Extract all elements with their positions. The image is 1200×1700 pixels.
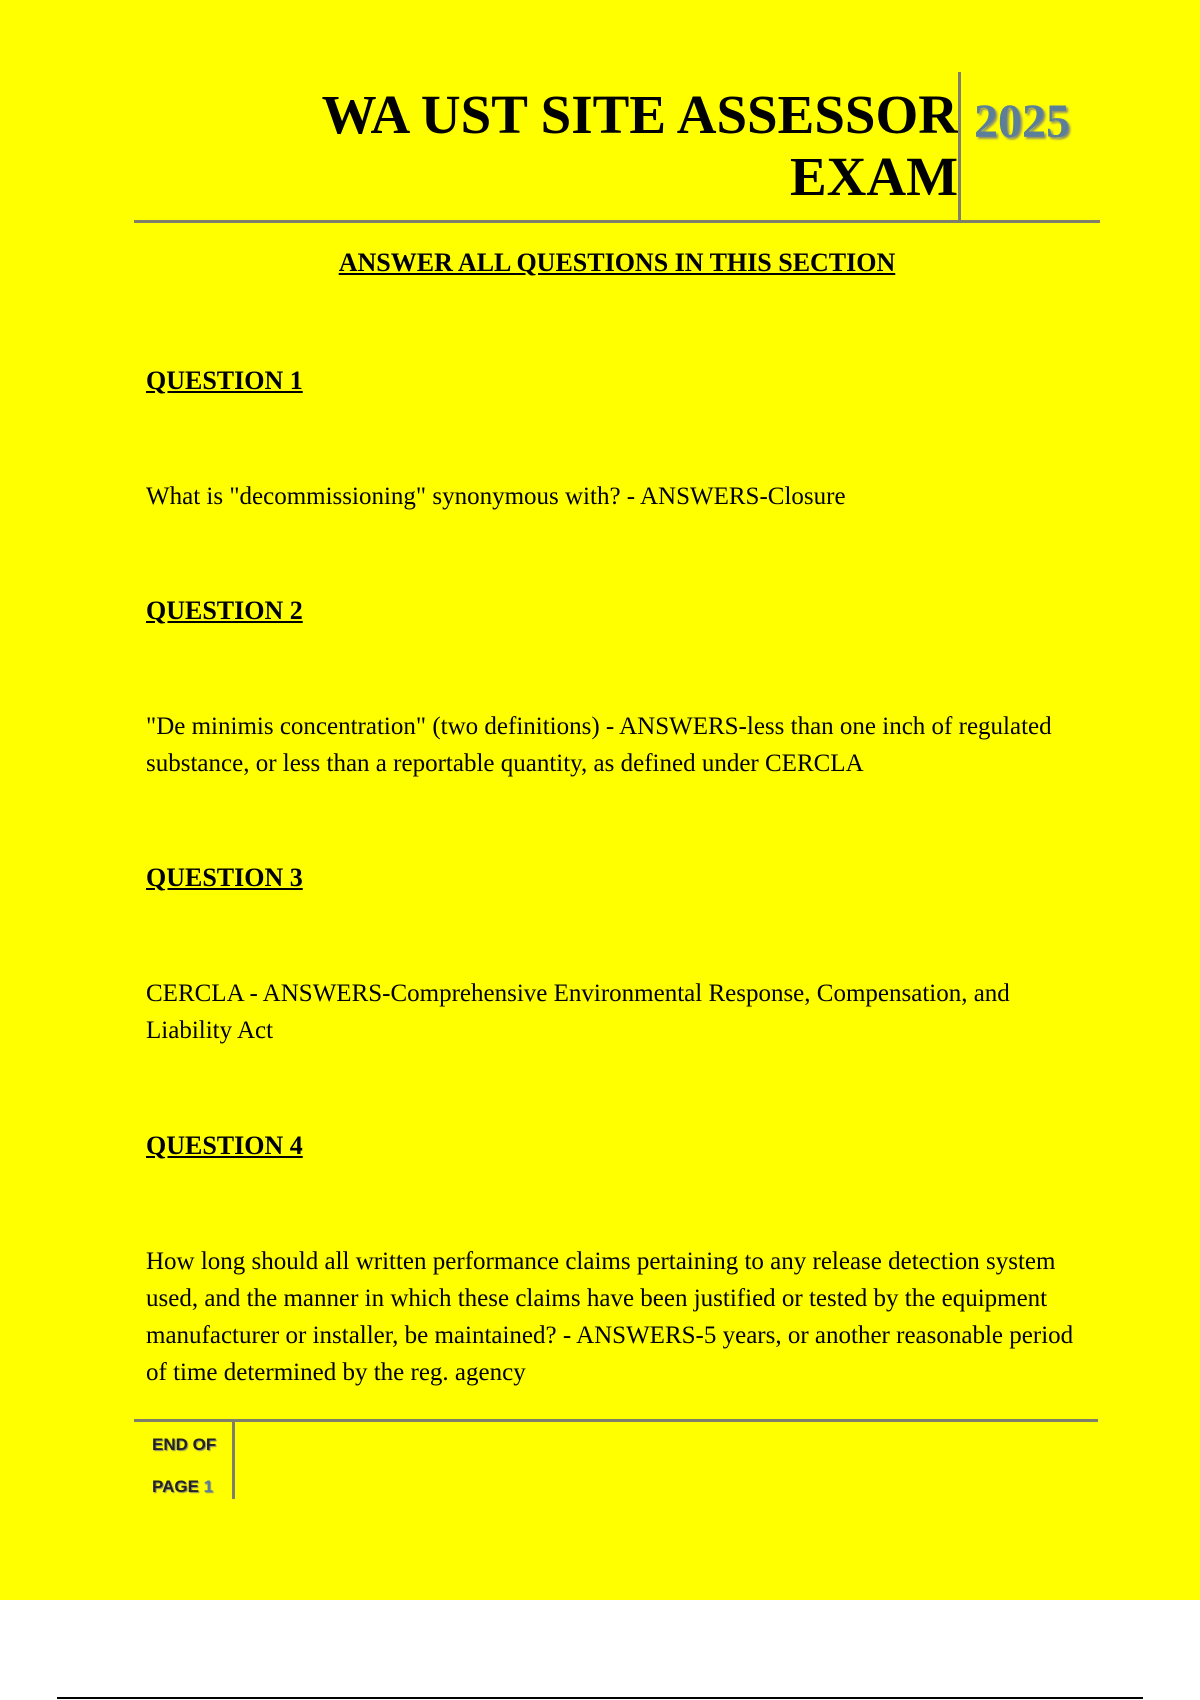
footer-end-of: END OF	[152, 1435, 217, 1454]
question-3-label: QUESTION 3	[146, 863, 303, 892]
question-1-text: What is "decommissioning" synonymous with? - ANSWERS-Closure	[146, 483, 846, 510]
exam-title-line-1: WA UST SITE ASSESSOR	[321, 84, 958, 145]
next-page-top-rule	[57, 1697, 1143, 1699]
exam-year: 2025	[974, 95, 1070, 148]
document-header	[134, 72, 1100, 223]
question-2-label: QUESTION 2	[146, 596, 303, 625]
header-divider	[958, 72, 961, 220]
exam-title-line-2: EXAM	[789, 146, 958, 207]
exam-title	[322, 84, 958, 208]
page-footer	[152, 1424, 216, 1508]
footer-page-number: 1	[203, 1477, 214, 1496]
footer-page	[152, 1466, 216, 1508]
question-4-text: How long should all written performance claims pertaining to any release detection system used, and the manner in which these claims have been justified or tested by the equipment manufacturer or installer, be maintained? - ANSWERS-5 years, or another reasonable period of time determined by the reg. agency	[146, 1248, 1074, 1386]
question-4-label: QUESTION 4	[146, 1131, 303, 1160]
question-3-text: CERCLA - ANSWERS-Comprehensive Environmental Response, Compensation, and Liability Act	[146, 980, 1010, 1044]
question-2-text: "De minimis concentration" (two definitions) - ANSWERS-less than one inch of regulated substance, or less than a reportable quantity, as defined under CERCLA	[146, 713, 1052, 777]
section-heading: ANSWER ALL QUESTIONS IN THIS SECTION	[338, 248, 896, 277]
question-1-label: QUESTION 1	[146, 366, 303, 395]
footer-page-label: PAGE	[152, 1477, 199, 1496]
footer-divider	[232, 1422, 235, 1499]
footer-rule	[134, 1419, 1098, 1422]
